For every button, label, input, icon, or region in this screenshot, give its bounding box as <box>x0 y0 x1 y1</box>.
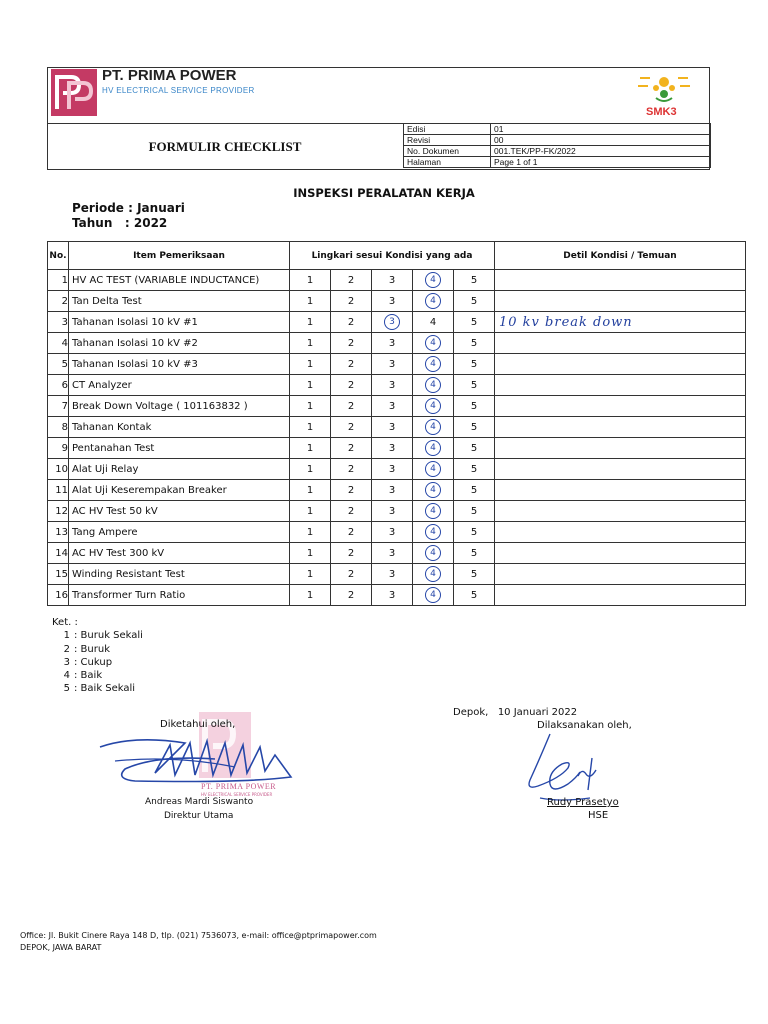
company-tagline: HV ELECTRICAL SERVICE PROVIDER <box>102 86 255 95</box>
score-value: 3 <box>388 505 396 517</box>
meta-row <box>404 146 711 157</box>
score-cell[interactable] <box>413 459 454 480</box>
score-value: 3 <box>388 484 396 496</box>
row-item: Tan Delta Test <box>69 291 290 312</box>
score-value: 1 <box>306 568 314 580</box>
meta-row <box>404 135 711 146</box>
handwritten-note <box>495 420 499 435</box>
score-cell[interactable] <box>331 270 372 291</box>
score-cell[interactable] <box>454 480 495 501</box>
circled-score: 4 <box>425 566 441 582</box>
stamp-company-name: PT. PRIMA POWER <box>201 782 277 791</box>
score-value: 1 <box>306 505 314 517</box>
score-value: 1 <box>306 379 314 391</box>
row-detail[interactable] <box>495 417 746 438</box>
document-meta-table <box>403 123 711 168</box>
row-number: 7 <box>48 396 69 417</box>
score-cell[interactable] <box>290 396 331 417</box>
score-cell[interactable] <box>454 501 495 522</box>
score-cell[interactable] <box>372 291 413 312</box>
row-detail[interactable] <box>495 354 746 375</box>
score-value: 4 <box>429 316 437 328</box>
score-cell[interactable] <box>331 543 372 564</box>
meta-key: Revisi <box>404 135 491 146</box>
circled-score: 4 <box>425 440 441 456</box>
row-item: Alat Uji Keserempakan Breaker <box>69 480 290 501</box>
score-cell[interactable] <box>372 333 413 354</box>
handwritten-note <box>495 336 499 351</box>
circled-score: 4 <box>425 272 441 288</box>
table-row <box>48 438 746 459</box>
meta-key: Edisi <box>404 124 491 135</box>
score-value: 5 <box>470 400 478 412</box>
circled-score: 4 <box>425 398 441 414</box>
handwritten-note <box>495 378 499 393</box>
score-value: 3 <box>388 274 396 286</box>
score-cell[interactable] <box>290 270 331 291</box>
score-cell[interactable] <box>413 417 454 438</box>
score-cell[interactable] <box>331 585 372 606</box>
score-cell[interactable] <box>454 270 495 291</box>
score-cell[interactable] <box>454 417 495 438</box>
score-cell[interactable] <box>372 312 413 333</box>
legend-item <box>52 643 143 656</box>
row-item: HV AC TEST (VARIABLE INDUCTANCE) <box>69 270 290 291</box>
score-value: 2 <box>347 526 355 538</box>
score-cell[interactable] <box>454 375 495 396</box>
score-cell[interactable] <box>454 354 495 375</box>
row-number: 16 <box>48 585 69 606</box>
score-cell[interactable] <box>372 438 413 459</box>
handwritten-note <box>495 588 499 603</box>
checklist-table <box>47 241 746 606</box>
legend-item <box>52 656 143 669</box>
score-cell[interactable] <box>413 354 454 375</box>
score-cell[interactable] <box>454 564 495 585</box>
meta-row <box>404 124 711 135</box>
footer-address: Office: Jl. Bukit Cinere Raya 148 D, tlp. (021) 7536073, e-mail: office@ptprimapower.com <box>20 931 377 940</box>
score-cell[interactable] <box>372 375 413 396</box>
score-cell[interactable] <box>413 522 454 543</box>
score-cell[interactable] <box>413 543 454 564</box>
score-value: 3 <box>388 358 396 370</box>
meta-row <box>404 157 711 168</box>
score-cell[interactable] <box>454 459 495 480</box>
score-value: 1 <box>306 295 314 307</box>
circled-score: 4 <box>425 482 441 498</box>
row-number: 4 <box>48 333 69 354</box>
score-cell[interactable] <box>290 333 331 354</box>
row-detail[interactable] <box>495 312 746 333</box>
table-row <box>48 270 746 291</box>
score-value: 2 <box>347 337 355 349</box>
legend-item <box>52 682 143 695</box>
score-cell[interactable] <box>372 564 413 585</box>
circled-score: 4 <box>425 545 441 561</box>
table-row <box>48 354 746 375</box>
row-item: AC HV Test 50 kV <box>69 501 290 522</box>
score-value: 2 <box>347 484 355 496</box>
hse-name: Rudy Prasetyo <box>547 797 619 808</box>
circled-score: 4 <box>425 293 441 309</box>
score-value: 1 <box>306 547 314 559</box>
score-value: 2 <box>347 295 355 307</box>
row-detail[interactable] <box>495 522 746 543</box>
score-value: 1 <box>306 463 314 475</box>
place-date: Depok, 10 Januari 2022 <box>453 707 578 718</box>
score-value: 5 <box>470 274 478 286</box>
score-value: 5 <box>470 589 478 601</box>
score-value: 5 <box>470 547 478 559</box>
handwritten-note <box>495 294 499 309</box>
table-row <box>48 501 746 522</box>
score-cell[interactable] <box>372 522 413 543</box>
score-value: 5 <box>470 421 478 433</box>
handwritten-note <box>495 483 499 498</box>
score-cell[interactable] <box>331 417 372 438</box>
row-number: 6 <box>48 375 69 396</box>
handwritten-note <box>495 441 499 456</box>
score-value: 3 <box>388 526 396 538</box>
score-cell[interactable] <box>290 501 331 522</box>
score-cell[interactable] <box>290 564 331 585</box>
row-detail[interactable] <box>495 459 746 480</box>
score-cell[interactable] <box>331 291 372 312</box>
score-cell[interactable] <box>413 270 454 291</box>
score-value: 3 <box>388 442 396 454</box>
row-detail[interactable] <box>495 585 746 606</box>
legend-number: 2 <box>63 643 70 655</box>
score-cell[interactable] <box>413 333 454 354</box>
row-item: Tahanan Isolasi 10 kV #1 <box>69 312 290 333</box>
legend-text: : Buruk Sekali <box>74 630 143 642</box>
score-value: 2 <box>347 379 355 391</box>
score-value: 1 <box>306 400 314 412</box>
score-value: 2 <box>347 568 355 580</box>
director-name: Andreas Mardi Siswanto <box>145 797 254 807</box>
handwritten-note <box>495 462 499 477</box>
document-title: INSPEKSI PERALATAN KERJA <box>293 186 475 200</box>
score-value: 2 <box>347 442 355 454</box>
score-value: 2 <box>347 400 355 412</box>
score-cell[interactable] <box>331 480 372 501</box>
row-item: Alat Uji Relay <box>69 459 290 480</box>
score-value: 2 <box>347 316 355 328</box>
company-logo <box>51 69 97 116</box>
smk3-logo <box>626 70 702 120</box>
score-cell[interactable] <box>290 543 331 564</box>
table-row <box>48 396 746 417</box>
row-item: Pentanahan Test <box>69 438 290 459</box>
score-cell[interactable] <box>290 438 331 459</box>
periode-label: Periode : Januari <box>72 201 185 215</box>
score-cell[interactable] <box>413 480 454 501</box>
smk3-logo-text: SMK3 <box>646 106 677 118</box>
legend-text: : Cukup <box>74 656 113 668</box>
row-number: 8 <box>48 417 69 438</box>
row-number: 1 <box>48 270 69 291</box>
score-value: 1 <box>306 337 314 349</box>
score-cell[interactable] <box>331 333 372 354</box>
score-value: 1 <box>306 358 314 370</box>
meta-key: No. Dokumen <box>404 146 491 157</box>
score-value: 3 <box>388 547 396 559</box>
score-cell[interactable] <box>290 459 331 480</box>
legend-number: 5 <box>63 683 70 695</box>
hse-title: HSE <box>588 810 609 821</box>
score-cell[interactable] <box>290 585 331 606</box>
header-detail: Detil Kondisi / Temuan <box>495 242 746 270</box>
table-row <box>48 564 746 585</box>
handwritten-note <box>495 504 499 519</box>
score-cell[interactable] <box>331 312 372 333</box>
score-cell[interactable] <box>454 291 495 312</box>
score-value: 5 <box>470 379 478 391</box>
company-name: PT. PRIMA POWER <box>102 67 237 84</box>
score-cell[interactable] <box>331 354 372 375</box>
score-cell[interactable] <box>331 522 372 543</box>
table-row <box>48 333 746 354</box>
legend-item <box>52 629 143 642</box>
score-cell[interactable] <box>372 417 413 438</box>
score-cell[interactable] <box>290 291 331 312</box>
score-cell[interactable] <box>454 522 495 543</box>
row-item: CT Analyzer <box>69 375 290 396</box>
score-cell[interactable] <box>413 564 454 585</box>
score-value: 1 <box>306 274 314 286</box>
score-value: 1 <box>306 421 314 433</box>
score-value: 2 <box>347 505 355 517</box>
score-value: 1 <box>306 316 314 328</box>
score-cell[interactable] <box>290 480 331 501</box>
header-kondisi: Lingkari sesui Kondisi yang ada <box>290 242 495 270</box>
signature-hse <box>520 728 610 808</box>
header-item: Item Pemeriksaan <box>69 242 290 270</box>
row-number: 14 <box>48 543 69 564</box>
score-cell[interactable] <box>454 333 495 354</box>
score-value: 2 <box>347 274 355 286</box>
score-cell[interactable] <box>290 354 331 375</box>
row-number: 5 <box>48 354 69 375</box>
score-value: 5 <box>470 358 478 370</box>
score-cell[interactable] <box>372 543 413 564</box>
row-detail[interactable] <box>495 564 746 585</box>
score-cell[interactable] <box>331 396 372 417</box>
score-value: 5 <box>470 568 478 580</box>
row-item: Winding Resistant Test <box>69 564 290 585</box>
score-cell[interactable] <box>372 270 413 291</box>
row-item: Transformer Turn Ratio <box>69 585 290 606</box>
score-cell[interactable] <box>331 501 372 522</box>
score-value: 5 <box>470 463 478 475</box>
row-detail[interactable] <box>495 396 746 417</box>
row-number: 3 <box>48 312 69 333</box>
legend-item <box>52 669 143 682</box>
row-detail[interactable] <box>495 333 746 354</box>
table-row <box>48 522 746 543</box>
handwritten-note <box>495 399 499 414</box>
score-value: 5 <box>470 295 478 307</box>
circled-score: 4 <box>425 587 441 603</box>
score-value: 1 <box>306 589 314 601</box>
row-detail[interactable] <box>495 543 746 564</box>
row-item: Break Down Voltage ( 101163832 ) <box>69 396 290 417</box>
legend-text: : Baik Sekali <box>74 683 136 695</box>
score-cell[interactable] <box>454 438 495 459</box>
footer-city: DEPOK, JAWA BARAT <box>20 943 102 952</box>
table-header-row <box>48 242 746 270</box>
handwritten-note <box>495 546 499 561</box>
circled-score: 4 <box>425 419 441 435</box>
row-number: 2 <box>48 291 69 312</box>
row-detail[interactable] <box>495 291 746 312</box>
handwritten-note <box>495 525 499 540</box>
row-number: 10 <box>48 459 69 480</box>
form-title: FORMULIR CHECKLIST <box>148 139 302 154</box>
circled-score: 4 <box>425 335 441 351</box>
score-value: 3 <box>388 337 396 349</box>
score-value: 5 <box>470 337 478 349</box>
score-cell[interactable] <box>413 438 454 459</box>
meta-value: 00 <box>491 135 711 146</box>
legend-number: 1 <box>63 630 70 642</box>
row-number: 12 <box>48 501 69 522</box>
score-value: 3 <box>388 421 396 433</box>
score-value: 3 <box>388 379 396 391</box>
score-value: 5 <box>470 484 478 496</box>
score-cell[interactable] <box>413 501 454 522</box>
diketahui-label: Diketahui oleh, <box>160 719 236 730</box>
score-cell[interactable] <box>454 543 495 564</box>
score-cell[interactable] <box>331 564 372 585</box>
score-value: 5 <box>470 526 478 538</box>
row-number: 13 <box>48 522 69 543</box>
score-cell[interactable] <box>413 396 454 417</box>
score-value: 3 <box>388 400 396 412</box>
handwritten-note <box>495 567 499 582</box>
handwritten-note <box>495 357 499 372</box>
stamp-tagline: HV ELECTRICAL SERVICE PROVIDER <box>201 792 273 797</box>
row-detail[interactable] <box>495 375 746 396</box>
director-title: Direktur Utama <box>164 811 234 821</box>
table-row <box>48 543 746 564</box>
score-value: 2 <box>347 463 355 475</box>
row-detail[interactable] <box>495 480 746 501</box>
table-row <box>48 375 746 396</box>
legend-number: 3 <box>63 656 70 668</box>
row-item: Tahanan Isolasi 10 kV #2 <box>69 333 290 354</box>
row-item: AC HV Test 300 kV <box>69 543 290 564</box>
row-number: 11 <box>48 480 69 501</box>
score-value: 2 <box>347 589 355 601</box>
dilaksanakan-label: Dilaksanakan oleh, <box>537 720 632 731</box>
meta-key: Halaman <box>404 157 491 168</box>
score-cell[interactable] <box>290 375 331 396</box>
score-cell[interactable] <box>413 291 454 312</box>
score-cell[interactable] <box>372 585 413 606</box>
table-row <box>48 585 746 606</box>
circled-score: 4 <box>425 503 441 519</box>
circled-score: 4 <box>425 524 441 540</box>
legend-text: : Baik <box>74 670 103 682</box>
score-cell[interactable] <box>413 375 454 396</box>
score-cell[interactable] <box>454 585 495 606</box>
table-row <box>48 417 746 438</box>
score-value: 3 <box>388 589 396 601</box>
score-cell[interactable] <box>372 480 413 501</box>
table-row <box>48 459 746 480</box>
table-row <box>48 291 746 312</box>
score-cell[interactable] <box>331 459 372 480</box>
legend-text: : Buruk <box>74 643 110 655</box>
score-value: 1 <box>306 526 314 538</box>
score-value: 2 <box>347 547 355 559</box>
table-row <box>48 312 746 333</box>
score-cell[interactable] <box>290 417 331 438</box>
circled-score: 4 <box>425 461 441 477</box>
row-item: Tang Ampere <box>69 522 290 543</box>
signature-director <box>95 725 300 795</box>
circled-score: 4 <box>425 356 441 372</box>
score-cell[interactable] <box>290 312 331 333</box>
score-value: 3 <box>388 463 396 475</box>
score-cell[interactable] <box>454 396 495 417</box>
legend-label: Ket. : <box>52 617 78 628</box>
meta-value: Page 1 of 1 <box>491 157 711 168</box>
circled-score: 4 <box>425 377 441 393</box>
header-no: No. <box>48 242 69 270</box>
score-cell[interactable] <box>413 312 454 333</box>
handwritten-note <box>495 273 499 288</box>
score-cell[interactable] <box>413 585 454 606</box>
row-number: 9 <box>48 438 69 459</box>
score-cell[interactable] <box>372 459 413 480</box>
score-value: 1 <box>306 484 314 496</box>
row-detail[interactable] <box>495 501 746 522</box>
score-value: 1 <box>306 442 314 454</box>
score-value: 5 <box>470 505 478 517</box>
row-detail[interactable] <box>495 438 746 459</box>
circled-score: 3 <box>384 314 400 330</box>
score-value: 2 <box>347 358 355 370</box>
legend-keterangan <box>52 616 143 696</box>
score-value: 5 <box>470 442 478 454</box>
tahun-label: Tahun : 2022 <box>72 216 168 230</box>
score-cell[interactable] <box>331 375 372 396</box>
row-detail[interactable] <box>495 270 746 291</box>
meta-value: 01 <box>491 124 711 135</box>
legend-number: 4 <box>63 670 70 682</box>
score-cell[interactable] <box>454 312 495 333</box>
score-cell[interactable] <box>372 396 413 417</box>
score-cell[interactable] <box>290 522 331 543</box>
score-cell[interactable] <box>372 501 413 522</box>
row-number: 15 <box>48 564 69 585</box>
score-value: 2 <box>347 421 355 433</box>
score-value: 3 <box>388 295 396 307</box>
row-item: Tahanan Isolasi 10 kV #3 <box>69 354 290 375</box>
table-row <box>48 480 746 501</box>
handwritten-note: 10 kv break down <box>499 314 633 330</box>
meta-value: 001.TEK/PP-FK/2022 <box>491 146 711 157</box>
score-value: 5 <box>470 316 478 328</box>
score-value: 3 <box>388 568 396 580</box>
row-item: Tahanan Kontak <box>69 417 290 438</box>
score-cell[interactable] <box>372 354 413 375</box>
score-cell[interactable] <box>331 438 372 459</box>
